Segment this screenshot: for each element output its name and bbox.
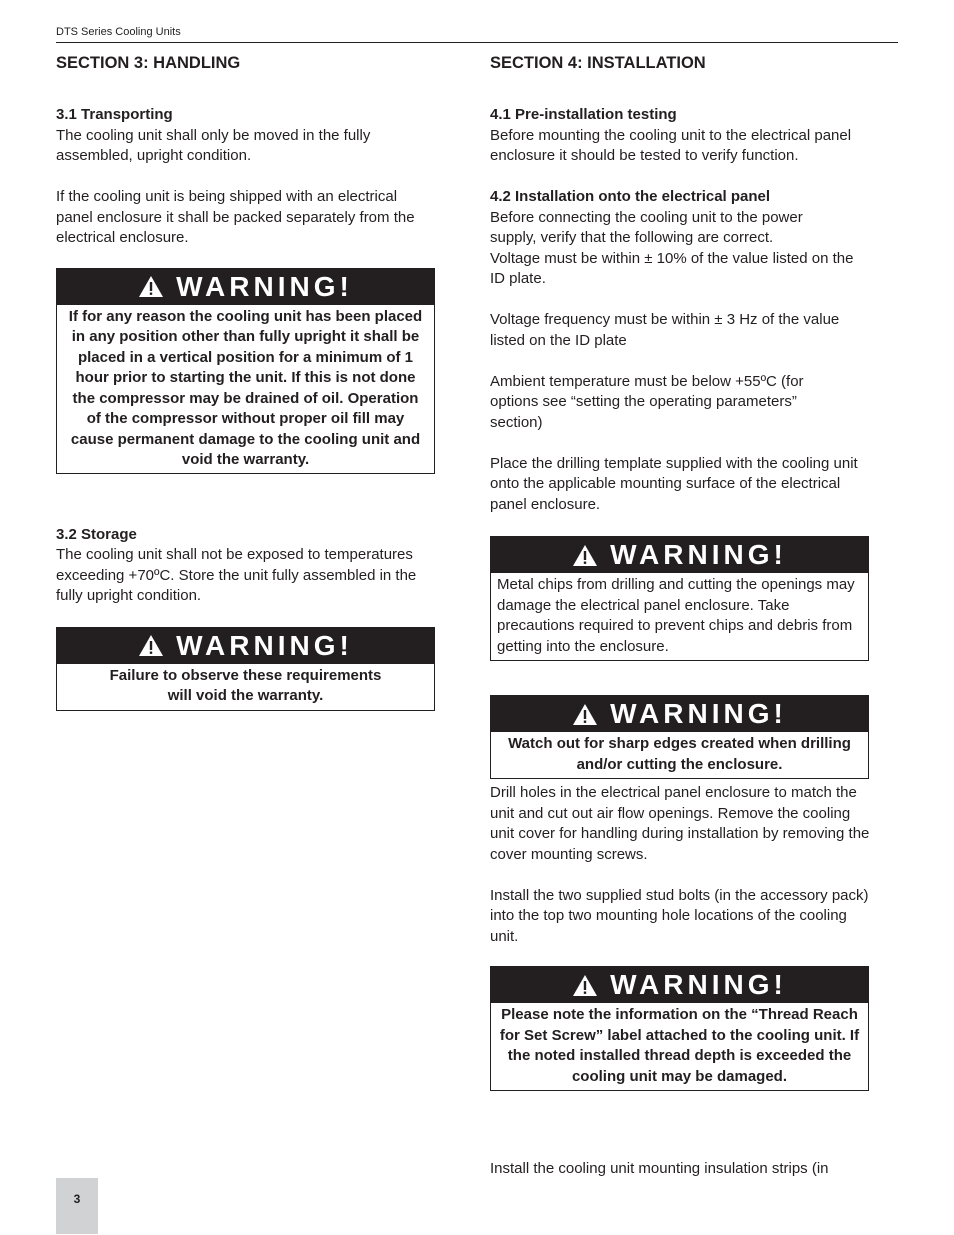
storage-paragraph: The cooling unit shall not be exposed to temperatures exceeding +70ºC. Store the unit fully assembled in the fully upright condition. xyxy=(56,546,417,604)
subsection-3-2-title: 3.2 Storage xyxy=(56,525,137,543)
drill-holes-paragraph: Drill holes in the electrical panel enclosure to match the unit and cut out air flow openings. Remove the cooling unit cover for handling during installation by removing the cover mounting screws. xyxy=(490,784,870,863)
header-rule xyxy=(56,42,898,43)
page-number: 3 xyxy=(56,1178,98,1234)
warning-text-line-1: Failure to observe these requirements xyxy=(109,666,382,684)
warning-text: If for any reason the cooling unit has been placed in any position other than fully upright it shall be placed in a vertical position for a minimum of 1 hour prior to starting the unit. If this is not done the compressor may be drained of oil. Operation of the compressor without proper oil fill may cause permanent damage to the cooling unit and void the warranty. xyxy=(68,307,423,468)
installation-paragraph-2: Voltage must be within ± 10% of the value listed on the ID plate. xyxy=(490,249,854,287)
warning-text xyxy=(57,664,434,710)
installation-paragraph-3: Voltage frequency must be within ± 3 Hz of the value listed on the ID plate xyxy=(490,311,840,349)
warning-triangle-icon xyxy=(572,544,598,567)
warning-triangle-icon xyxy=(138,275,164,298)
warning-header xyxy=(491,696,868,732)
warning-text: Metal chips from drilling and cutting the openings may damage the electrical panel enclosure. Take precautions required to prevent chips and debris from getting into the enclosure. xyxy=(497,576,855,655)
warning-triangle-icon xyxy=(572,703,598,726)
stud-bolts-paragraph: Install the two supplied stud bolts (in the accessory pack) into the top two mounting hole locations of the cooling unit. xyxy=(490,886,869,945)
warning-header xyxy=(57,269,434,305)
warning-header xyxy=(57,628,434,664)
installation-paragraph-4: Ambient temperature must be below +55ºC (for options see “setting the operating parameters” section) xyxy=(490,372,804,431)
warning-header xyxy=(491,967,868,1003)
warning-triangle-icon xyxy=(572,974,598,997)
warning-text: Please note the information on the “Thread Reach for Set Screw” label attached to the cooling unit. If the noted installed thread depth is exceeded the cooling unit may be damaged. xyxy=(499,1006,860,1085)
insulation-strips-paragraph: Install the cooling unit mounting insulation strips (in xyxy=(490,1160,829,1177)
warning-label: WARNING! xyxy=(176,270,353,302)
warning-label: WARNING! xyxy=(610,698,787,729)
warning-label: WARNING! xyxy=(176,629,353,661)
subsection-4-1-title: 4.1 Pre-installation testing xyxy=(490,106,677,123)
warning-text-line-2: will void the warranty. xyxy=(167,687,324,704)
subsection-3-1-title: 3.1 Transporting xyxy=(56,106,173,123)
installation-paragraph-5: Place the drilling template supplied with the cooling unit onto the applicable mounting surface of the electrical panel enclosure. xyxy=(490,454,858,513)
installation-paragraph-1: Before connecting the cooling unit to the power supply, verify that the following are correct. xyxy=(490,208,803,246)
warning-text: Watch out for sharp edges created when drilling and/or cutting the enclosure. xyxy=(508,735,851,773)
warning-label: WARNING! xyxy=(610,539,787,570)
warning-box-warranty xyxy=(56,627,435,711)
warning-triangle-icon xyxy=(138,634,164,657)
right-column xyxy=(490,52,870,1177)
warning-box-metal-chips xyxy=(490,536,869,661)
pre-installation-paragraph: Before mounting the cooling unit to the electrical panel enclosure it should be tested to verify function. xyxy=(490,126,852,164)
warning-box-thread-reach xyxy=(490,966,869,1091)
warning-box-sharp-edges xyxy=(490,695,869,779)
section-4-title: SECTION 4: INSTALLATION xyxy=(490,54,706,72)
transporting-paragraph-1: The cooling unit shall only be moved in the fully assembled, upright condition. xyxy=(56,126,371,164)
subsection-4-2-title: 4.2 Installation onto the electrical panel xyxy=(490,188,771,205)
warning-header xyxy=(491,537,868,573)
transporting-paragraph-2: If the cooling unit is being shipped with an electrical panel enclosure it shall be packed separately from the electrical enclosure. xyxy=(56,188,415,246)
warning-box-upright xyxy=(56,268,435,474)
section-3-title: SECTION 3: HANDLING xyxy=(56,54,241,72)
left-column xyxy=(56,52,436,711)
warning-label: WARNING! xyxy=(610,969,787,1000)
running-header: DTS Series Cooling Units xyxy=(56,26,181,38)
